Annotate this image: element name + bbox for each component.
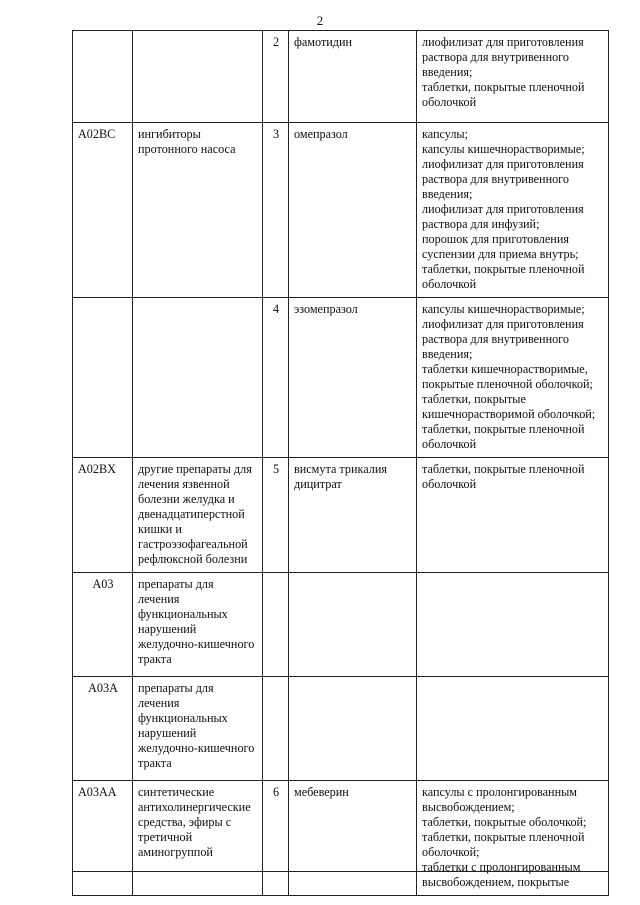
dosage-form-item: таблетки, покрытые оболочкой; [422, 815, 587, 829]
dosage-forms-cell [417, 458, 609, 573]
atc-code-cell: A03 [73, 573, 133, 677]
row-number-cell: 5 [263, 458, 289, 573]
row-number-cell [263, 573, 289, 677]
dosage-form-item: таблетки, покрытые пленочной оболочкой [422, 462, 585, 491]
drug-name-cell: мебеверин [289, 781, 417, 896]
dosage-forms-cell [417, 31, 609, 123]
row-number-cell: 4 [263, 298, 289, 458]
dosage-form-item: лиофилизат для приготовления раствора для внутривенного введения; [422, 157, 584, 201]
table-row [73, 677, 609, 781]
table-row [73, 123, 609, 298]
table-row [73, 31, 609, 123]
dosage-form-item: таблетки, покрытые пленочной оболочкой; [422, 830, 585, 859]
group-name-cell: препараты для лечения функциональных нарушений желудочно-кишечного тракта [133, 573, 263, 677]
group-name-cell: синтетические антихолинергические средства, эфиры с третичной аминогруппой [133, 781, 263, 896]
table-row [73, 298, 609, 458]
dosage-form-item: лиофилизат для приготовления раствора для внутривенного введения; [422, 317, 584, 361]
atc-code-cell: A02BC [73, 123, 133, 298]
row-number-cell [263, 677, 289, 781]
atc-code-cell: A02BX [73, 458, 133, 573]
drug-name-cell: эзомепразол [289, 298, 417, 458]
group-name-cell: другие препараты для лечения язвенной болезни желудка и двенадцатиперстной кишки и гастроэзофагеальной рефлюксной болезни [133, 458, 263, 573]
drug-name-cell [289, 573, 417, 677]
dosage-forms-cell [417, 677, 609, 781]
drug-name-cell: фамотидин [289, 31, 417, 123]
atc-code-cell: A03A [73, 677, 133, 781]
dosage-form-item: капсулы с пролонгированным высвобождением; [422, 785, 577, 814]
row-number-cell: 2 [263, 31, 289, 123]
dosage-forms-cell [417, 123, 609, 298]
row-number-cell: 6 [263, 781, 289, 896]
table-row [73, 573, 609, 677]
dosage-form-item: таблетки с пролонгированным высвобождением, покрытые [422, 860, 581, 889]
group-name-cell [133, 298, 263, 458]
row-number-cell: 3 [263, 123, 289, 298]
drug-name-cell: омепразол [289, 123, 417, 298]
drug-name-cell: висмута трикалия дицитрат [289, 458, 417, 573]
dosage-form-item: капсулы; [422, 127, 468, 141]
dosage-forms-cell [417, 573, 609, 677]
dosage-form-item: лиофилизат для приготовления раствора для инфузий; [422, 202, 584, 231]
dosage-form-item: таблетки кишечнорастворимые, покрытые пленочной оболочкой; [422, 362, 593, 391]
table-row [73, 458, 609, 573]
dosage-form-item: порошок для приготовления суспензии для приема внутрь; [422, 232, 579, 261]
drug-table [72, 30, 609, 896]
dosage-forms-cell [417, 781, 609, 896]
page-number: 2 [316, 13, 324, 28]
atc-code-cell [73, 298, 133, 458]
table-bottom-border [72, 871, 609, 872]
dosage-form-item: капсулы кишечнорастворимые; [422, 302, 585, 316]
group-name-cell: ингибиторы протонного насоса [133, 123, 263, 298]
dosage-form-item: таблетки, покрытые пленочной оболочкой [422, 422, 585, 451]
group-name-cell: препараты для лечения функциональных нарушений желудочно-кишечного тракта [133, 677, 263, 781]
group-name-cell [133, 31, 263, 123]
dosage-form-item: таблетки, покрытые пленочной оболочкой [422, 262, 585, 291]
atc-code-cell: A03AA [73, 781, 133, 896]
table-row [73, 781, 609, 896]
atc-code-cell [73, 31, 133, 123]
dosage-form-item: таблетки, покрытые пленочной оболочкой [422, 80, 585, 109]
drug-name-cell [289, 677, 417, 781]
dosage-form-item: капсулы кишечнорастворимые; [422, 142, 585, 156]
dosage-form-item: таблетки, покрытые кишечнорастворимой оболочкой; [422, 392, 596, 421]
dosage-forms-cell [417, 298, 609, 458]
dosage-form-item: лиофилизат для приготовления раствора для внутривенного введения; [422, 35, 584, 79]
